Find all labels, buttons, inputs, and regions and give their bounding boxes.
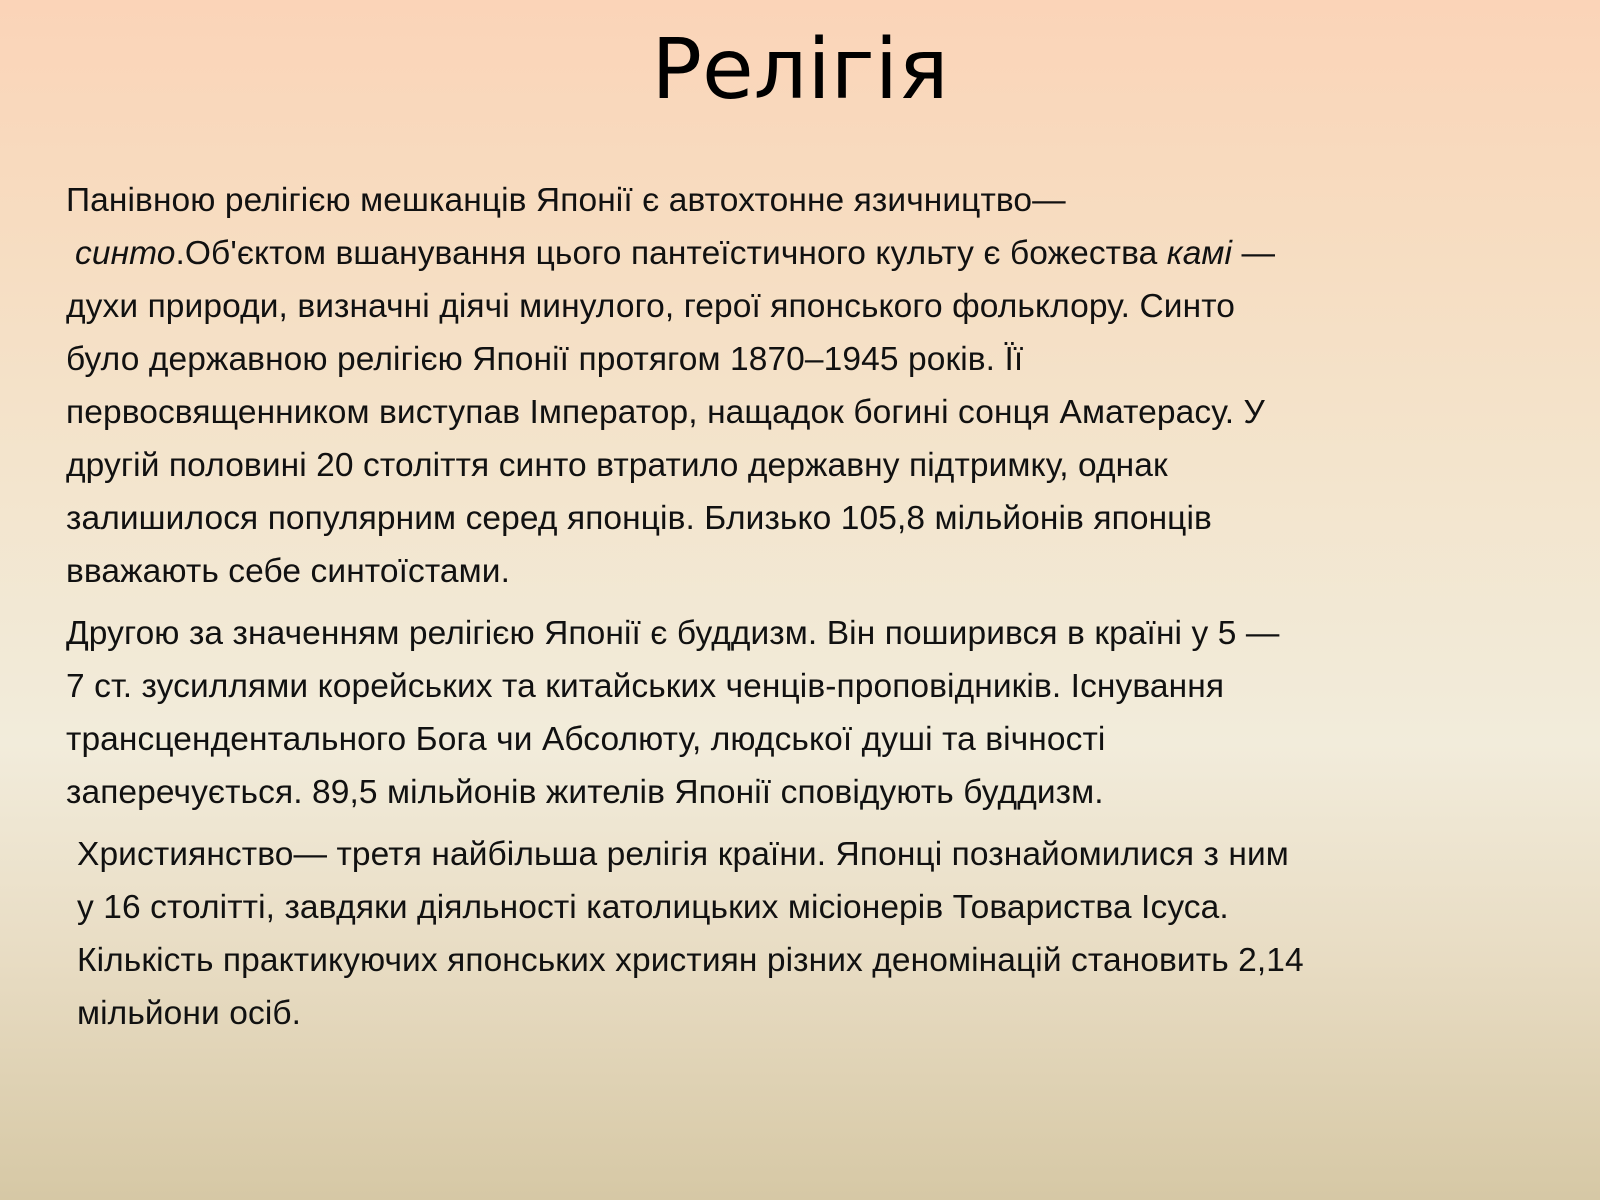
slide-body bbox=[66, 174, 1566, 1049]
italic-term-shinto: синто bbox=[75, 235, 176, 272]
paragraph-line-segment: .Об'єктом вшанування цього пантеїстичного культу є божества bbox=[175, 235, 1167, 272]
slide-title: Релігія bbox=[651, 20, 949, 118]
paragraph-line: Панівною релігією мешканців Японії є автохтонне язичництво— bbox=[66, 182, 1066, 219]
paragraph-line: первосвященником виступав Імператор, нащадок богині сонця Аматерасу. У bbox=[66, 394, 1265, 431]
paragraph-line: другій половині 20 століття синто втратило державну підтримку, однак bbox=[66, 447, 1168, 484]
paragraph-line: Кількість практикуючих японських християн різних деномінацій становить 2,14 bbox=[77, 942, 1304, 979]
italic-term-kami: камі bbox=[1166, 235, 1233, 272]
paragraph-line: трансцендентального Бога чи Абсолюту, людської душі та вічності bbox=[66, 721, 1106, 758]
paragraph-line: заперечується. 89,5 мільйонів жителів Японії сповідують буддизм. bbox=[66, 774, 1104, 811]
paragraph-line bbox=[77, 227, 1566, 280]
paragraph-line: духи природи, визначні діячі минулого, герої японського фольклору. Синто bbox=[66, 288, 1236, 325]
paragraph-line-segment: — bbox=[1232, 235, 1276, 272]
paragraph-line: 7 ст. зусиллями корейських та китайських ченців-проповідників. Існування bbox=[66, 668, 1225, 705]
paragraph-christianity bbox=[66, 828, 1566, 1040]
paragraph-line: вважають себе синтоїстами. bbox=[66, 553, 511, 590]
paragraph-line: мільйони осіб. bbox=[77, 995, 302, 1032]
paragraph-shinto bbox=[66, 174, 1566, 598]
paragraph-line: у 16 столітті, завдяки діяльності католицьких місіонерів Товариства Ісуса. bbox=[77, 889, 1229, 926]
paragraph-line: залишилося популярним серед японців. Близько 105,8 мільйонів японців bbox=[66, 500, 1212, 537]
paragraph-buddhism bbox=[66, 607, 1566, 819]
paragraph-line: Другою за значенням релігією Японії є буддизм. Він поширився в країні у 5 — bbox=[66, 615, 1280, 652]
paragraph-line: Християнство— третя найбільша релігія країни. Японці познайомилися з ним bbox=[77, 836, 1289, 873]
paragraph-line: було державною релігією Японії протягом 1870–1945 років. Її bbox=[66, 341, 1024, 378]
